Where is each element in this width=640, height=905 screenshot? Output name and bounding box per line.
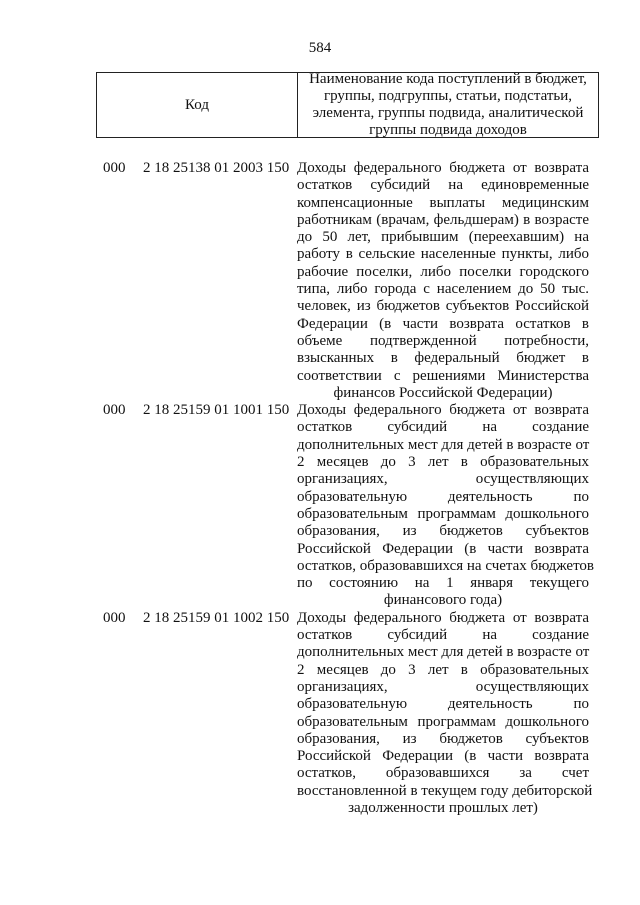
description-line: образовательным программам дошкольного [297, 713, 589, 730]
income-code: 2 18 25138 01 2003 150 [143, 160, 290, 176]
table-row [0, 160, 640, 402]
description-line: остатков субсидий на создание [297, 627, 589, 644]
description-line: остатков субсидий на создание [297, 419, 589, 436]
description-line: Российской Федерации (в части возврата [297, 748, 589, 765]
description-line: образования, из бюджетов субъектов [297, 523, 589, 540]
description-line: финансового года) [383, 592, 503, 609]
description-line: работникам (врачам, фельдшерам) в возрасте [297, 211, 589, 228]
income-description [297, 160, 589, 402]
table-body [0, 160, 640, 817]
description-line: работу в сельские населенные пункты, либо [297, 246, 589, 263]
table-header [96, 72, 599, 138]
description-line: остатков субсидий на единовременные [297, 177, 589, 194]
description-line: восстановленной в текущем году дебиторской [297, 782, 593, 799]
admin-code: 000 [103, 160, 126, 176]
income-code: 2 18 25159 01 1001 150 [143, 402, 290, 419]
description-line: Доходы федерального бюджета от возврата [297, 609, 589, 626]
description-line: образования, из бюджетов субъектов [297, 730, 589, 747]
description-line: Российской Федерации (в части возврата [297, 540, 589, 557]
admin-code: 000 [103, 402, 126, 419]
table-row [0, 610, 640, 818]
description-line: остатков, образовавшихся на счетах бюджетов [297, 557, 595, 574]
income-code: 2 18 25159 01 1002 150 [143, 609, 290, 626]
description-line: образовательную деятельность по [297, 488, 589, 505]
description-line: образовательным программам дошкольного [297, 505, 589, 522]
admin-code: 000 [103, 609, 126, 626]
description-line: дополнительных мест для детей в возрасте от [297, 436, 590, 453]
description-line: человек, из бюджетов субъектов Российской [297, 298, 589, 315]
description-line: образовательную деятельность по [297, 696, 589, 713]
page-number: 584 [308, 40, 332, 56]
description-line: 2 месяцев до 3 лет в образовательных [297, 661, 589, 678]
description-line: организациях, осуществляющих [297, 678, 589, 695]
description-line: задолженности прошлых лет) [348, 799, 538, 816]
description-line: финансов Российской Федерации) [333, 384, 553, 401]
description-line: Доходы федерального бюджета от возврата [297, 160, 589, 176]
description-line: остатков, образовавшихся за счет [297, 765, 589, 782]
description-line: Доходы федерального бюджета от возврата [297, 402, 589, 419]
description-line: типа, либо города с населением до 50 тыс. [297, 281, 589, 298]
income-description [297, 402, 595, 610]
description-line: Федерации (в части возврата остатков в [297, 315, 589, 332]
description-line: объеме подтвержденной потребности, [297, 332, 589, 349]
income-description [297, 609, 593, 818]
description-line: 2 месяцев до 3 лет в образовательных [297, 454, 589, 471]
description-line: взысканных в федеральный бюджет в [297, 350, 589, 367]
description-line: рабочие поселки, либо поселки городского [297, 263, 589, 280]
header-name-cell: Наименование кода поступлений в бюджет, группы, подгруппы, статьи, подстатьи, элемента, группы подвида, аналитической группы подвида доходов [309, 71, 587, 138]
header-code-cell: Код [97, 73, 298, 137]
description-line: компенсационные выплаты медицинским [297, 194, 589, 211]
description-line: по состоянию на 1 января текущего [297, 575, 589, 592]
description-line: соответствии с решениями Министерства [297, 367, 589, 384]
table-row [0, 402, 640, 610]
description-line: организациях, осуществляющих [297, 471, 589, 488]
description-line: до 50 лет, прибывшим (переехавшим) на [297, 229, 589, 246]
description-line: дополнительных мест для детей в возрасте от [297, 644, 590, 661]
